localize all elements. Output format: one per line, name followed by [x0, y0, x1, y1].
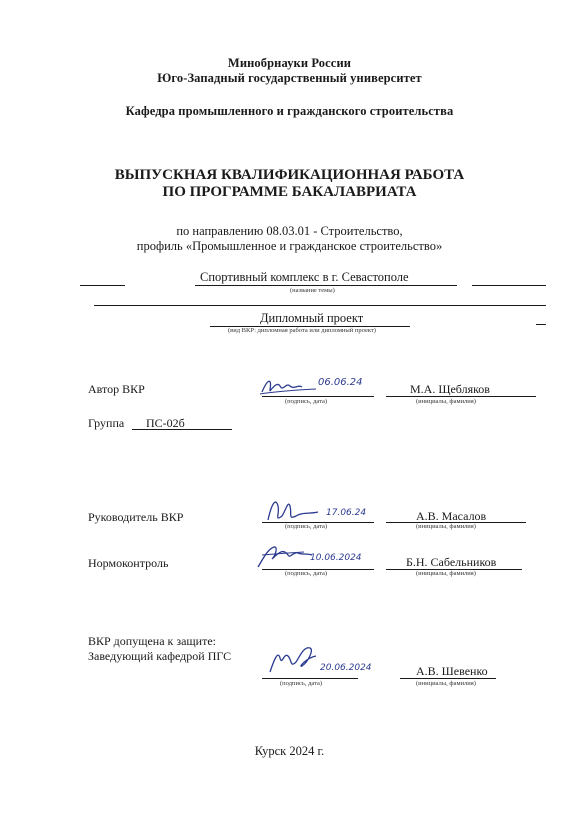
- group-label: Группа: [88, 416, 125, 430]
- supervisor-sign-caption: (подпись, дата): [285, 523, 328, 530]
- topic-caption: (название темы): [290, 287, 335, 294]
- work-type-caption: (вид ВКР: дипломная работа или дипломный проект): [228, 327, 376, 334]
- ministry: Минобрнауки России: [227, 56, 352, 70]
- head-name-line: [400, 678, 496, 679]
- author-name-line: [386, 396, 536, 397]
- group-underline: [132, 429, 232, 430]
- head-sign-date: 20.06.2024: [320, 663, 372, 673]
- university: Юго-Западный государственный университет: [157, 71, 422, 85]
- work-title-line2: ПО ПРОГРАММЕ БАКАЛАВРИАТА: [162, 184, 417, 200]
- topic-underline-right: [472, 285, 546, 286]
- group-value: ПС-02б: [146, 416, 185, 430]
- topic-second-underline: [94, 305, 546, 306]
- topic-underline: [195, 285, 457, 286]
- work-type-value: Дипломный проект: [260, 311, 364, 325]
- normcontrol-sign-caption: (подпись, дата): [285, 570, 328, 577]
- direction-line1: по направлению 08.03.01 - Строительство,: [176, 224, 403, 238]
- city-year: Курск 2024 г.: [254, 744, 325, 758]
- normcontrol-sign-date: 10.06.2024: [310, 553, 362, 563]
- author-name: М.А. Щебляков: [410, 382, 490, 396]
- normcontrol-name-caption: (инициалы, фамилия): [416, 570, 476, 577]
- admission-label: ВКР допущена к защите:: [88, 634, 216, 648]
- author-name-caption: (инициалы, фамилия): [416, 398, 476, 405]
- supervisor-name: А.В. Масалов: [416, 509, 487, 523]
- normcontrol-label: Нормоконтроль: [88, 556, 169, 570]
- normcontrol-name: Б.Н. Сабельников: [406, 555, 497, 569]
- head-name-caption: (инициалы, фамилия): [416, 680, 476, 687]
- supervisor-sign-date: 17.06.24: [326, 508, 367, 518]
- head-of-department-label: Заведующий кафедрой ПГС: [88, 649, 232, 663]
- department: Кафедра промышленного и гражданского строительства: [125, 104, 454, 118]
- head-sign-caption: (подпись, дата): [280, 680, 323, 687]
- supervisor-name-caption: (инициалы, фамилия): [416, 523, 476, 530]
- head-sign-line: [262, 678, 358, 679]
- author-sign-date: 06.06.24: [318, 377, 363, 388]
- topic-underline-left: [80, 285, 125, 286]
- direction-line2: профиль «Промышленное и гражданское строительство»: [136, 239, 443, 253]
- head-name: А.В. Шевенко: [416, 664, 488, 678]
- author-sign-line: [262, 396, 374, 397]
- supervisor-label: Руководитель ВКР: [88, 510, 184, 524]
- author-sign-caption: (подпись, дата): [285, 398, 328, 405]
- work-type-underline-right: [536, 324, 546, 325]
- author-label: Автор ВКР: [88, 382, 145, 396]
- topic-value: Спортивный комплекс в г. Севастополе: [200, 270, 409, 284]
- work-title-line1: ВЫПУСКНАЯ КВАЛИФИКАЦИОННАЯ РАБОТА: [114, 167, 465, 183]
